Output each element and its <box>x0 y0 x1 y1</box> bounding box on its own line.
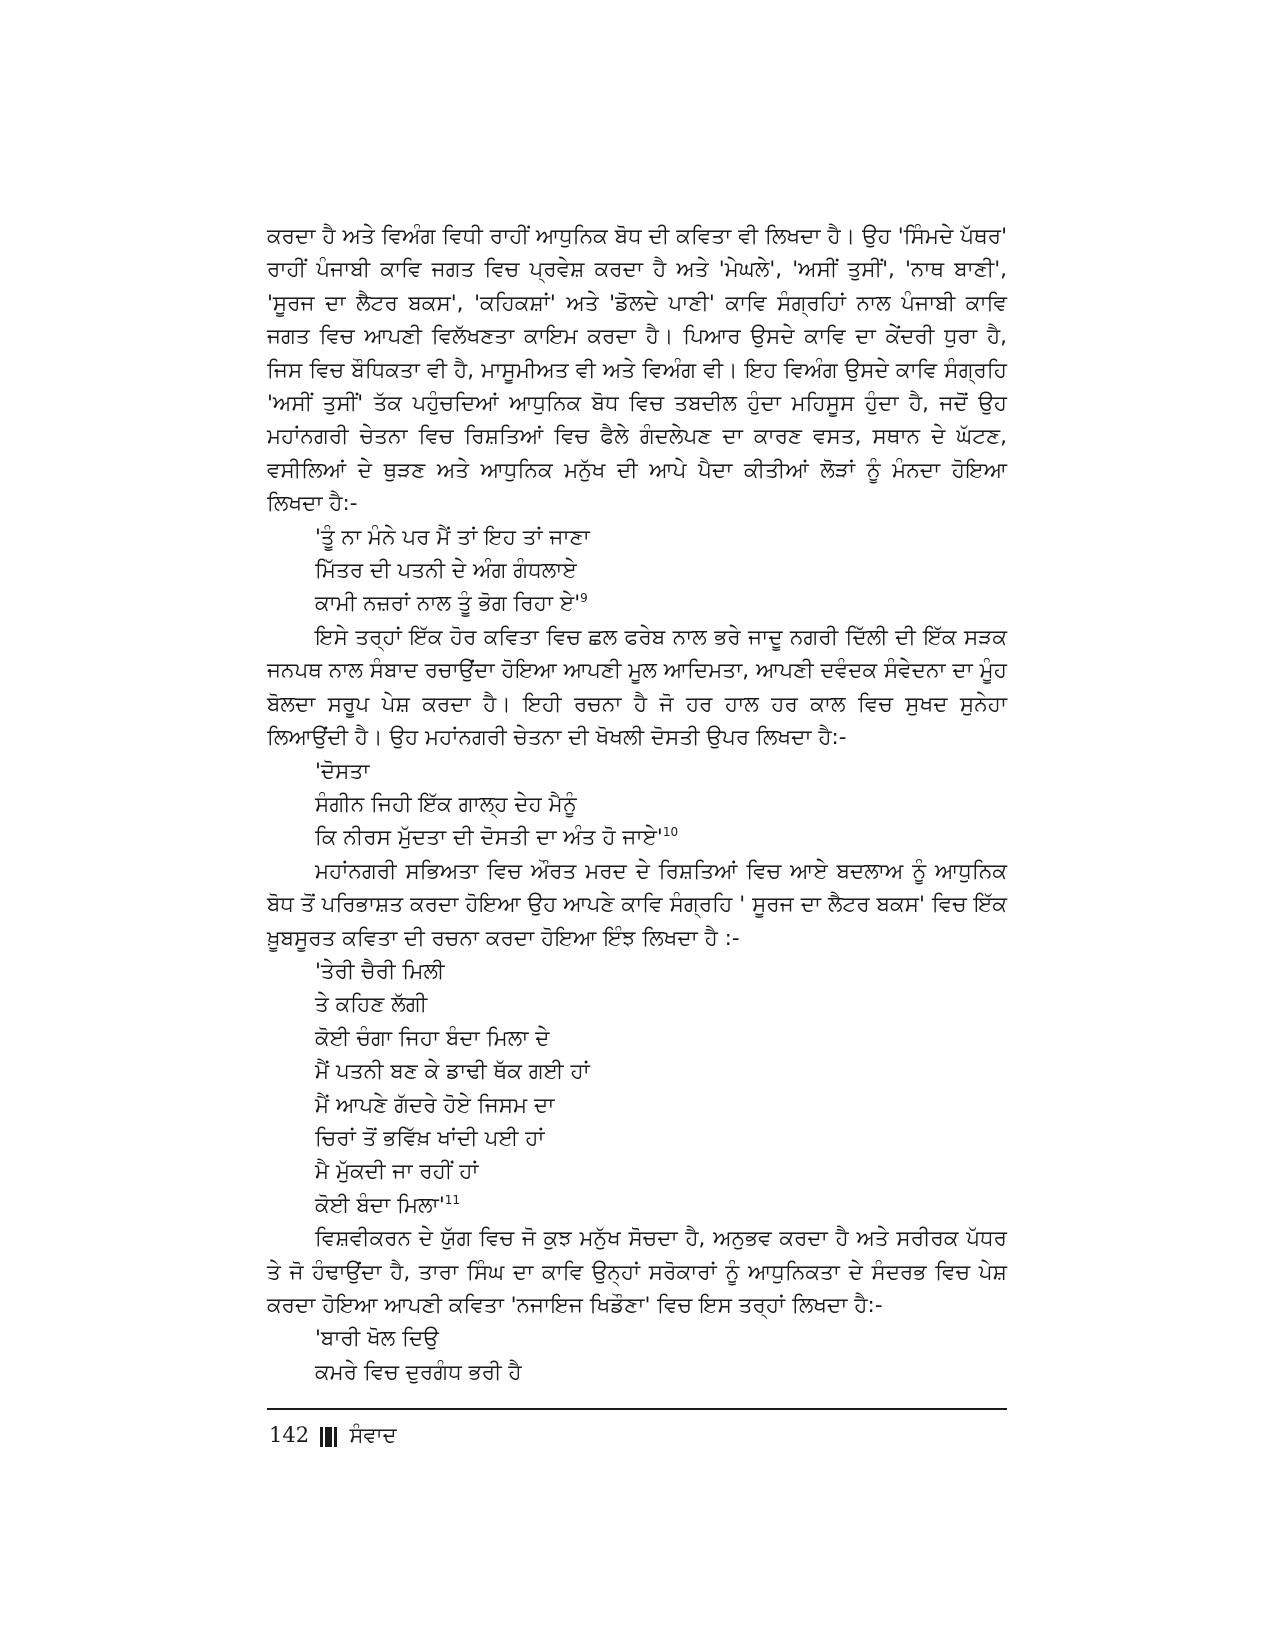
verse-line: ਤੇ ਕਹਿਣ ਲੱਗੀ <box>315 992 428 1018</box>
footnote-marker: 9 <box>580 591 588 606</box>
verse-line: ਮਿੱਤਰ ਦੀ ਪਤਨੀ ਦੇ ਅੰਗ ਗੰਧਲਾਏ <box>315 558 577 584</box>
verse-2 <box>267 755 1007 855</box>
verse-line: ਮੈਂ ਆਪਣੇ ਗੱਦਰੇ ਹੋਏ ਜਿਸਮ ਦਾ <box>315 1092 555 1118</box>
verse-line: ਮੈਂ ਪਤਨੀ ਬਣ ਕੇ ਡਾਢੀ ਥੱਕ ਗਈ ਹਾਂ <box>315 1059 590 1085</box>
verse-line <box>315 1189 1007 1222</box>
verse-line: 'ਬਾਰੀ ਖੋਲ ਦਿਉ <box>315 1326 439 1352</box>
verse-line: ਕਮਰੇ ਵਿਚ ਦੁਰਗੰਧ ਭਰੀ ਹੈ <box>315 1359 522 1385</box>
verse-line-text: ਕਾਮੀ ਨਜ਼ਰਾਂ ਨਾਲ ਤੂੰ ਭੋਗ ਰਿਹਾ ਏ' <box>315 591 581 617</box>
running-title: ਸੰਵਾਦ <box>349 1423 397 1447</box>
verse-line: 'ਤੇਰੀ ਚੈਰੀ ਮਿਲੀ <box>315 958 445 984</box>
body-text <box>267 220 1007 1389</box>
page-number: 142 <box>269 1423 310 1447</box>
footer-rule <box>267 1408 1007 1410</box>
verse-line: 'ਤੂੰ ਨਾ ਮੰਨੇ ਪਰ ਮੈਂ ਤਾਂ ਇਹ ਤਾਂ ਜਾਣਾ <box>315 524 590 550</box>
verse-line: ਚਿਰਾਂ ਤੋਂ ਭਵਿੱਖ਼ ਖਾਂਦੀ ਪਈ ਹਾਂ <box>315 1125 545 1151</box>
divider-bars-icon <box>320 1427 339 1447</box>
verse-line: ਸੰਗੀਨ ਜਿਹੀ ਇੱਕ ਗਾਲ੍ਹ ਦੇਹ ਮੈਨੂੰ <box>315 791 577 817</box>
verse-line <box>315 587 1007 620</box>
verse-4 <box>267 1322 1007 1389</box>
verse-line <box>315 821 1007 854</box>
paragraph-3: ਮਹਾਂਨਗਰੀ ਸਭਿਅਤਾ ਵਿਚ ਔਰਤ ਮਰਦ ਦੇ ਰਿਸ਼ਤਿਆਂ ਵਿਚ ਆਏ ਬਦਲਾਅ ਨੂੰ ਆਧੁਨਿਕ ਬੋਧ ਤੋਂ ਪਰਿਭਾਸ਼ਤ ਕਰਦਾ ਹੋਇਆ ਉਹ ਆਪਣੇ ਕਾਵਿ ਸੰਗ੍ਰਹਿ ' ਸੂਰਜ ਦਾ ਲੈਟਰ ਬਕਸ' ਵਿਚ ਇੱਕ ਖ਼ੂਬਸੂਰਤ ਕਵਿਤਾ ਦੀ ਰਚਨਾ ਕਰਦਾ ਹੋਇਆ ਇੰਝ ਲਿਖਦਾ ਹੈ :- <box>267 858 1007 951</box>
verse-line: ਕੋਈ ਚੰਗਾ ਜਿਹਾ ਬੰਦਾ ਮਿਲਾ ਦੇ <box>315 1025 550 1051</box>
footnote-marker: 10 <box>662 825 679 840</box>
verse-line-text: ਕਿ ਨੀਰਸ ਮੁੱਦਤਾ ਦੀ ਦੋਸਤੀ ਦਾ ਅੰਤ ਹੋ ਜਾਏ' <box>315 825 663 851</box>
verse-line: 'ਦੋਸਤਾ <box>315 758 370 784</box>
paragraph-1: ਕਰਦਾ ਹੈ ਅਤੇ ਵਿਅੰਗ ਵਿਧੀ ਰਾਹੀਂ ਆਧੁਨਿਕ ਬੋਧ ਦੀ ਕਵਿਤਾ ਵੀ ਲਿਖਦਾ ਹੈ। ਉਹ 'ਸਿੰਮਦੇ ਪੱਥਰ' ਰਾਹੀਂ ਪੰਜਾਬੀ ਕਾਵਿ ਜਗਤ ਵਿਚ ਪ੍ਰਵੇਸ਼ ਕਰਦਾ ਹੈ ਅਤੇ 'ਮੇਘਲੇ', 'ਅਸੀਂ ਤੁਸੀਂ', 'ਨਾਥ ਬਾਣੀ', 'ਸੂਰਜ ਦਾ ਲੈਟਰ ਬਕਸ', 'ਕਹਿਕਸ਼ਾਂ' ਅਤੇ 'ਡੋਲਦੇ ਪਾਣੀ' ਕਾਵਿ ਸੰਗ੍ਰਹਿਾਂ ਨਾਲ ਪੰਜਾਬੀ ਕਾਵਿ ਜਗਤ ਵਿਚ ਆਪਣੀ ਵਿਲੱਖਣਤਾ ਕਾਇਮ ਕਰਦਾ ਹੈ। ਪਿਆਰ ਉਸਦੇ ਕਾਵਿ ਦਾ ਕੇਂਦਰੀ ਧੁਰਾ ਹੈ, ਜਿਸ ਵਿਚ ਬੌਧਿਕਤਾ ਵੀ ਹੈ, ਮਾਸੂਮੀਅਤ ਵੀ ਅਤੇ ਵਿਅੰਗ ਵੀ। ਇਹ ਵਿਅੰਗ ਉਸਦੇ ਕਾਵਿ ਸੰਗ੍ਰਹਿ 'ਅਸੀਂ ਤੁਸੀਂ' ਤੱਕ ਪਹੁੰਚਦਿਆਂ ਆਧੁਨਿਕ ਬੋਧ ਵਿਚ ਤਬਦੀਲ ਹੁੰਦਾ ਮਹਿਸੂਸ ਹੁੰਦਾ ਹੈ, ਜਦੋਂ ਉਹ ਮਹਾਂਨਗਰੀ ਚੇਤਨਾ ਵਿਚ ਰਿਸ਼ਤਿਆਂ ਵਿਚ ਫੈਲੇ ਗੰਦਲੇਪਣ ਦਾ ਕਾਰਣ ਵਸਤ, ਸਥਾਨ ਦੇ ਘੱਟਣ, ਵਸੀਲਿਆਂ ਦੇ ਥੁੜਣ ਅਤੇ ਆਧੁਨਿਕ ਮਨੁੱਖ ਦੀ ਆਪੇ ਪੈਦਾ ਕੀਤੀਆਂ ਲੋੜਾਂ ਨੂੰ ਮੰਨਦਾ ਹੋਇਆ ਲਿਖਦਾ ਹੈ:- <box>267 224 1007 517</box>
paragraph-4: ਵਿਸ਼ਵੀਕਰਨ ਦੇ ਯੁੱਗ ਵਿਚ ਜੋ ਕੁਝ ਮਨੁੱਖ ਸੋਚਦਾ ਹੈ, ਅਨੁਭਵ ਕਰਦਾ ਹੈ ਅਤੇ ਸਰੀਰਕ ਪੱਧਰ ਤੇ ਜੋ ਹੰਢਾਉਂਦਾ ਹੈ, ਤਾਰਾ ਸਿੰਘ ਦਾ ਕਾਵਿ ਉਨ੍ਹਾਂ ਸਰੋਕਾਰਾਂ ਨੂੰ ਆਧੁਨਿਕਤਾ ਦੇ ਸੰਦਰਭ ਵਿਚ ਪੇਸ਼ ਕਰਦਾ ਹੋਇਆ ਆਪਣੀ ਕਵਿਤਾ 'ਨਜਾਇਜ ਖਿਡੌਣਾ' ਵਿਚ ਇਸ ਤਰ੍ਹਾਂ ਲਿਖਦਾ ਹੈ:- <box>267 1226 1007 1318</box>
verse-1 <box>267 521 1007 621</box>
footnote-marker: 11 <box>444 1192 461 1207</box>
verse-line-text: ਕੋਈ ਬੰਦਾ ਮਿਲਾ' <box>315 1192 445 1218</box>
verse-line: ਮੈ ਮੁੱਕਦੀ ਜਾ ਰਹੀਂ ਹਾਂ <box>315 1159 479 1185</box>
page-footer <box>269 1420 397 1450</box>
verse-3 <box>267 955 1007 1222</box>
paragraph-2: ਇਸੇ ਤਰ੍ਹਾਂ ਇੱਕ ਹੋਰ ਕਵਿਤਾ ਵਿਚ ਛਲ ਫਰੇਬ ਨਾਲ ਭਰੇ ਜਾਦੂ ਨਗਰੀ ਦਿੱਲੀ ਦੀ ਇੱਕ ਸੜਕ ਜਨਪਥ ਨਾਲ ਸੰਬਾਦ ਰਚਾਉਂਦਾ ਹੋਇਆ ਆਪਣੀ ਮੂਲ ਆਦਿਮਤਾ, ਆਪਣੀ ਦਵੰਦਕ ਸੰਵੇਦਨਾ ਦਾ ਮੂੰਹ ਬੋਲਦਾ ਸਰੂਪ ਪੇਸ਼ ਕਰਦਾ ਹੈ। ਇਹੀ ਰਚਨਾ ਹੈ ਜੋ ਹਰ ਹਾਲ ਹਰ ਕਾਲ ਵਿਚ ਸੁਖਦ ਸੁਨੇਹਾ ਲਿਆਉਂਦੀ ਹੈ। ਉਹ ਮਹਾਂਨਗਰੀ ਚੇਤਨਾ ਦੀ ਖੋਖਲੀ ਦੋਸਤੀ ਉਪਰ ਲਿਖਦਾ ਹੈ:- <box>267 624 1007 751</box>
